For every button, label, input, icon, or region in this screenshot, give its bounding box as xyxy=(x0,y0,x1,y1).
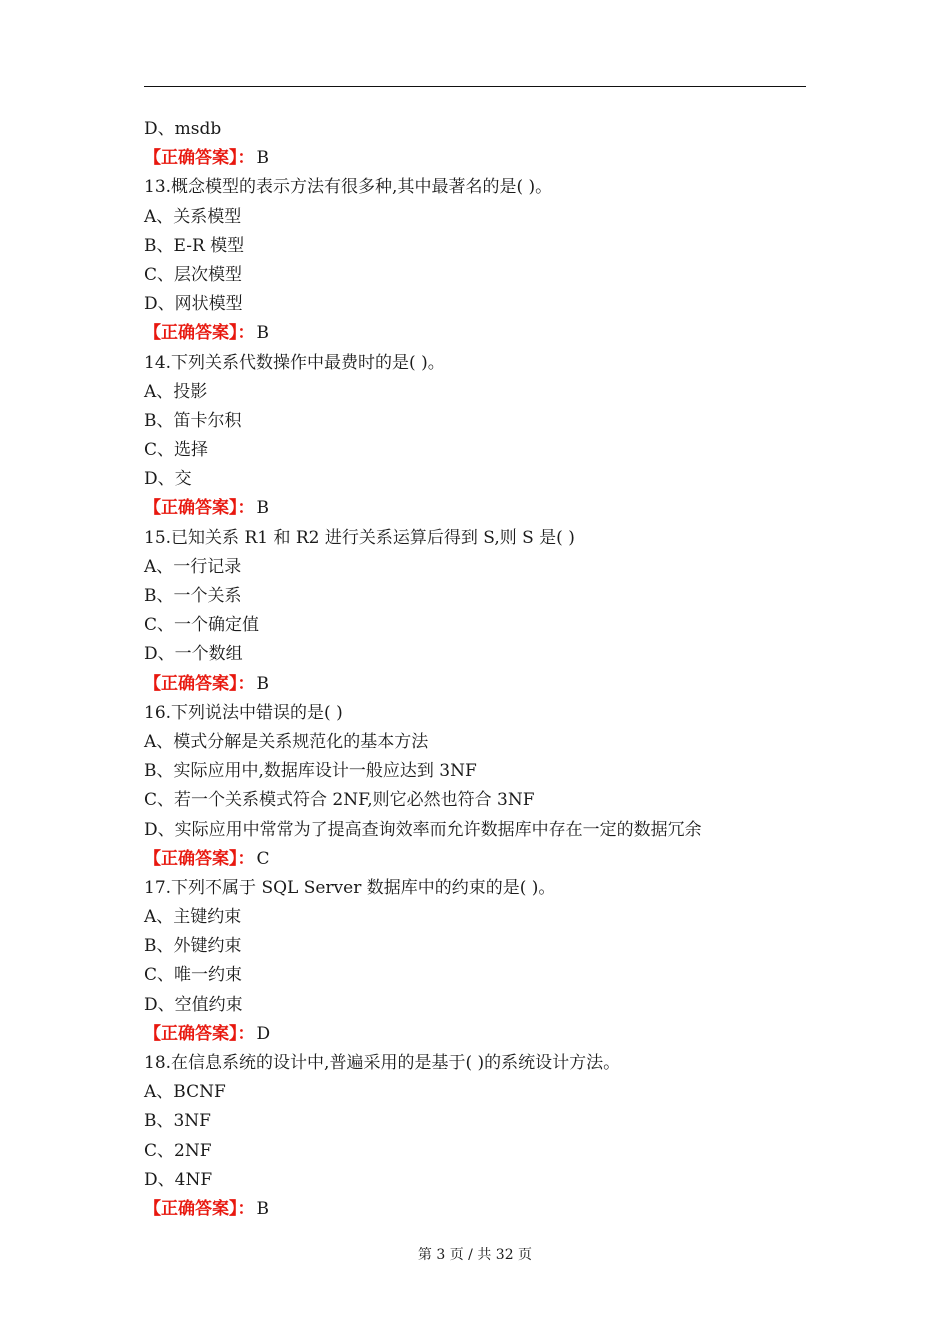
answer-tag: 【正确答案】： xyxy=(144,848,255,869)
option-text: D、空值约束 xyxy=(144,994,243,1015)
answer-value: B xyxy=(256,673,269,694)
answer-tag: 【正确答案】： xyxy=(144,673,255,694)
answer-line xyxy=(144,144,806,173)
answer-tag: 【正确答案】： xyxy=(144,148,255,169)
answer-line xyxy=(144,670,806,699)
option-text: D、网状模型 xyxy=(144,294,243,315)
question-text: 15.已知关系 R1 和 R2 进行关系运算后得到 S,则 S 是( ) xyxy=(144,527,575,548)
answer-tag: 【正确答案】： xyxy=(144,498,255,519)
answer-line xyxy=(144,1195,806,1224)
answer-value: B xyxy=(256,323,269,344)
option-text: B、3NF xyxy=(144,1111,211,1132)
answer-line xyxy=(144,494,806,523)
option-text: B、外键约束 xyxy=(144,936,242,957)
answer-value: C xyxy=(256,848,270,869)
answer-tag: 【正确答案】： xyxy=(144,1023,255,1044)
option-text: A、投影 xyxy=(144,381,208,402)
option-text: B、E-R 模型 xyxy=(144,235,245,256)
option-text: C、选择 xyxy=(144,440,209,461)
answer-value: B xyxy=(256,148,269,169)
option-text: A、关系模型 xyxy=(144,206,242,227)
option-text: C、一个确定值 xyxy=(144,615,260,636)
option-text: C、唯一约束 xyxy=(144,965,243,986)
option-text: D、交 xyxy=(144,469,192,490)
option-text: B、笛卡尔积 xyxy=(144,410,242,431)
option-text: A、模式分解是关系规范化的基本方法 xyxy=(144,731,429,752)
option-text: C、2NF xyxy=(144,1140,212,1161)
option-text: A、主键约束 xyxy=(144,907,242,928)
question-text: 17.下列不属于 SQL Server 数据库中的约束的是( )。 xyxy=(144,877,556,898)
answer-line xyxy=(144,319,806,348)
option-text: D、一个数组 xyxy=(144,644,243,665)
question-text: 16.下列说法中错误的是( ) xyxy=(144,702,343,723)
option-text: B、实际应用中,数据库设计一般应达到 3NF xyxy=(144,761,477,782)
header-rule xyxy=(144,86,806,87)
answer-value: B xyxy=(256,1198,269,1219)
answer-tag: 【正确答案】： xyxy=(144,1198,255,1219)
question-text: 14.下列关系代数操作中最费时的是( )。 xyxy=(144,352,445,373)
option-text: A、BCNF xyxy=(144,1082,226,1103)
answer-tag: 【正确答案】： xyxy=(144,323,255,344)
answer-line xyxy=(144,845,806,874)
option-text: A、一行记录 xyxy=(144,556,242,577)
page-footer: 第 3 页 / 共 32 页 xyxy=(417,1247,533,1263)
document-body xyxy=(144,115,806,1224)
option-text: C、若一个关系模式符合 2NF,则它必然也符合 3NF xyxy=(144,790,535,811)
option-text: D、实际应用中常常为了提高查询效率而允许数据库中存在一定的数据冗余 xyxy=(144,819,702,840)
answer-value: B xyxy=(256,498,269,519)
answer-line xyxy=(144,1020,806,1049)
question-text: 18.在信息系统的设计中,普遍采用的是基于( )的系统设计方法。 xyxy=(144,1053,621,1073)
option-text: D、4NF xyxy=(144,1169,213,1190)
option-text: D、msdb xyxy=(144,119,222,139)
option-text: C、层次模型 xyxy=(144,264,243,285)
answer-value: D xyxy=(256,1023,271,1044)
question-text: 13.概念模型的表示方法有很多种,其中最著名的是( )。 xyxy=(144,177,553,198)
option-text: B、一个关系 xyxy=(144,586,242,606)
